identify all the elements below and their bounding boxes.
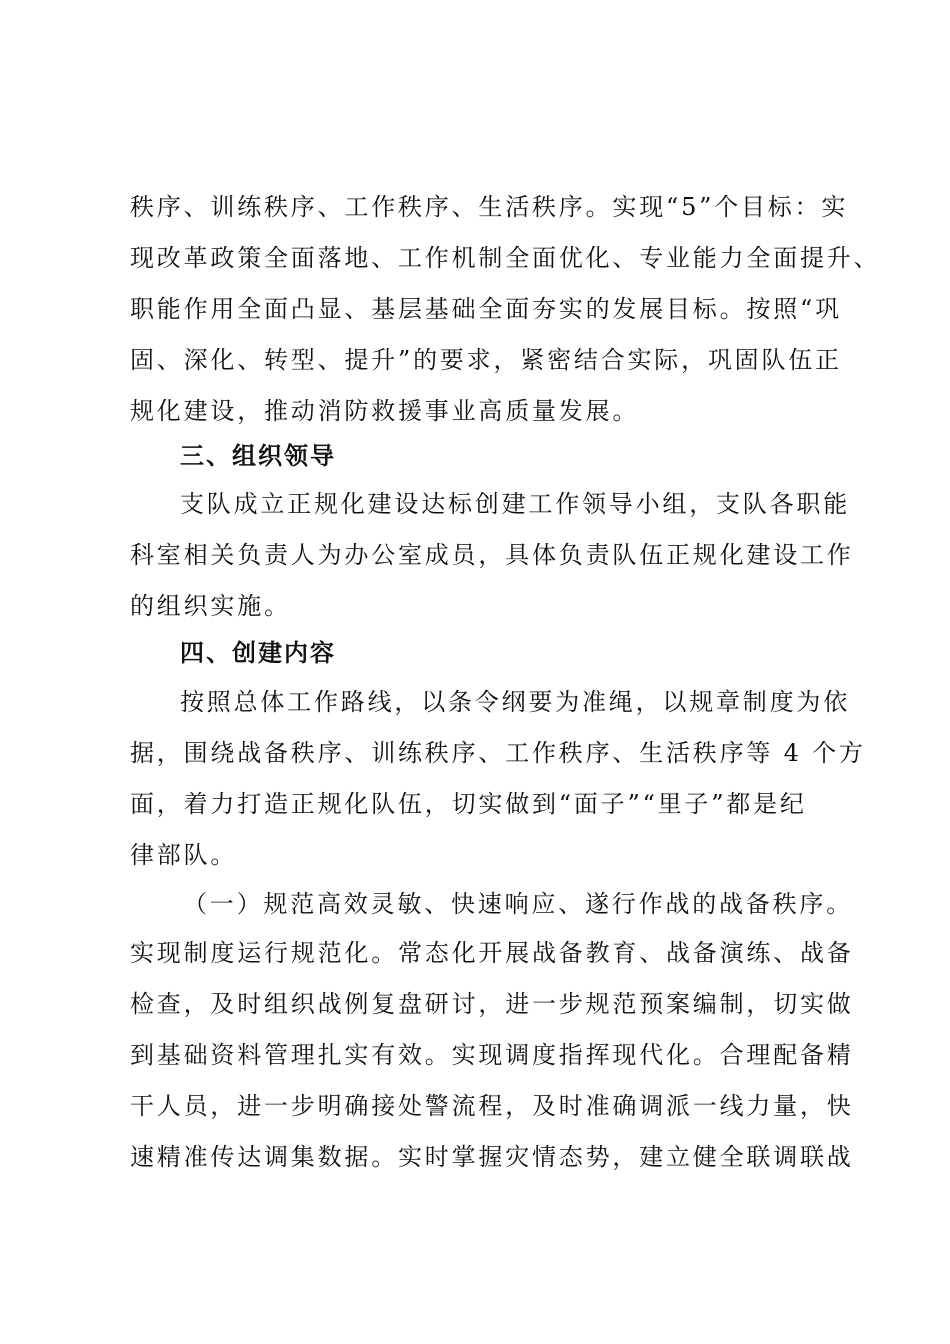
body-text-line: 律部队。 xyxy=(130,841,238,869)
body-text-line: 职能作用全面凸显、基层基础全面夯实的发展目标。按照“巩 xyxy=(130,295,842,323)
body-text-line: 检查，及时组织战例复盘研讨，进一步规范预案编制，切实做 xyxy=(130,990,854,1018)
body-text-line: 支队成立正规化建设达标创建工作领导小组，支队各职能 xyxy=(180,490,850,518)
body-text-line: 到基础资料管理扎实有效。实现调度指挥现代化。合理配备精 xyxy=(130,1041,854,1069)
body-text-line: 科室相关负责人为办公室成员，具体负责队伍正规化建设工作 xyxy=(130,541,854,569)
body-text-line: 按照总体工作路线，以条令纲要为准绳，以规章制度为依 xyxy=(180,688,850,716)
body-text-line: 现改革政策全面落地、工作机制全面优化、专业能力全面提升、 xyxy=(130,244,881,272)
body-text-line: 固、深化、转型、提升”的要求，紧密结合实际，巩固队伍正 xyxy=(130,346,842,374)
section-heading: 四、创建内容 xyxy=(180,639,336,667)
section-heading: 三、组织领导 xyxy=(180,442,336,470)
body-text-line: 秩序、训练秩序、工作秩序、生活秩序。实现“5”个目标：实 xyxy=(130,193,849,221)
body-text-line: 干人员，进一步明确接处警流程，及时准确调派一线力量，快 xyxy=(130,1092,854,1120)
body-text-line: 面，着力打造正规化队伍，切实做到“面子”“里子”都是纪 xyxy=(130,790,807,818)
body-text-line: 的组织实施。 xyxy=(130,592,291,620)
body-text-line: 实现制度运行规范化。常态化开展战备教育、战备演练、战备 xyxy=(130,939,854,967)
body-text-line: 速精准传达调集数据。实时掌握灾情态势，建立健全联调联战 xyxy=(130,1143,854,1171)
body-text-line: 规化建设，推动消防救援事业高质量发展。 xyxy=(130,397,640,425)
body-text-line: 据，围绕战备秩序、训练秩序、工作秩序、生活秩序等 4 个方 xyxy=(130,739,866,767)
subsection-heading-line: （一）规范高效灵敏、快速响应、遂行作战的战备秩序。 xyxy=(183,890,853,918)
